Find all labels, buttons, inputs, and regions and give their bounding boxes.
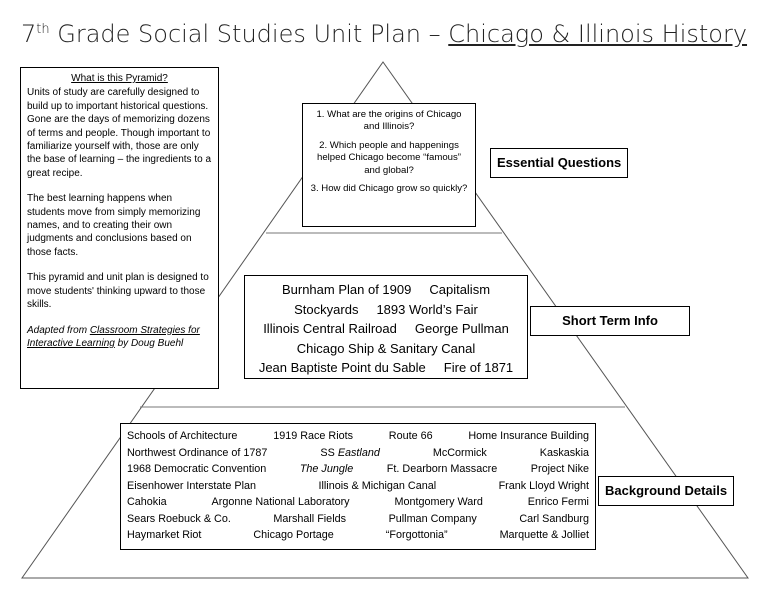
short-term-item: Chicago Ship & Sanitary Canal xyxy=(296,340,476,356)
short-term-row xyxy=(249,280,523,300)
short-term-item: Fire of 1871 xyxy=(443,360,514,375)
question-item: 1. What are the origins of Chicago and Illinois? xyxy=(316,109,462,133)
background-row xyxy=(127,445,589,462)
background-item: SS Eastland xyxy=(320,446,380,459)
background-row xyxy=(127,461,589,478)
short-term-row xyxy=(249,358,523,378)
short-term-item: Jean Baptiste Point du Sable xyxy=(258,360,426,375)
pyramid-info-box xyxy=(20,67,219,389)
background-details-box xyxy=(120,423,596,550)
background-item: Montgomery Ward xyxy=(394,496,483,508)
background-item: Marquette & Jolliet xyxy=(499,529,589,541)
background-item: Home Insurance Building xyxy=(468,430,589,442)
background-item: Haymarket Riot xyxy=(127,529,202,541)
short-term-item: Capitalism xyxy=(429,282,491,297)
info-paragraph: This pyramid and unit plan is designed to move students' thinking upward to those skills. xyxy=(27,272,209,311)
background-item: Kaskaskia xyxy=(539,446,589,459)
info-source: Adapted from Classroom Strategies for Interactive Learning by Doug Buehl xyxy=(27,324,200,349)
background-item: Marshall Fields xyxy=(273,512,346,525)
short-term-item: George Pullman xyxy=(414,321,509,336)
short-term-item: Burnham Plan of 1909 xyxy=(281,282,412,297)
background-item: “Forgottonia” xyxy=(385,529,448,541)
info-heading: What is this Pyramid? xyxy=(71,73,168,84)
short-term-row xyxy=(249,300,523,320)
background-item: Carl Sandburg xyxy=(519,512,589,525)
background-item: Northwest Ordinance of 1787 xyxy=(127,446,268,459)
short-term-item: Illinois Central Railroad xyxy=(263,321,397,336)
background-item: Frank Lloyd Wright xyxy=(498,479,589,492)
short-term-row xyxy=(249,319,523,339)
background-row xyxy=(127,511,589,528)
background-item: Project Nike xyxy=(530,463,589,475)
short-term-row xyxy=(249,339,523,359)
background-row xyxy=(127,428,589,445)
short-term-info-label: Short Term Info xyxy=(530,306,690,336)
background-item: Enrico Fermi xyxy=(527,496,589,508)
short-term-info-box xyxy=(244,275,528,379)
background-item: Illinois & Michigan Canal xyxy=(318,479,437,492)
background-item: Sears Roebuck & Co. xyxy=(127,512,231,525)
background-item: McCormick xyxy=(432,446,487,459)
background-item: Schools of Architecture xyxy=(127,430,238,442)
background-item: Eisenhower Interstate Plan xyxy=(127,479,257,492)
background-item: 1919 Race Riots xyxy=(273,430,354,442)
background-item: Cahokia xyxy=(127,496,167,508)
info-paragraph: Units of study are carefully designed to build up to important historical questions. Gone are the days of memorizing dozens of terms and people. Though important to familiarize yourself with, those are only the base of learning – the ingredients to a great recipe. xyxy=(27,87,212,179)
short-term-item: Stockyards xyxy=(294,301,359,317)
background-details-label: Background Details xyxy=(598,476,734,506)
info-paragraph: The best learning happens when students move from simply memorizing names, and to creating their own judgments and conclusions based on those facts. xyxy=(27,193,201,258)
background-item: Argonne National Laboratory xyxy=(211,496,350,508)
background-row xyxy=(127,494,589,511)
question-item: 3. How did Chicago grow so quickly? xyxy=(310,183,468,195)
background-item: Route 66 xyxy=(388,430,433,442)
essential-questions-label: Essential Questions xyxy=(490,148,628,178)
background-item: Pullman Company xyxy=(388,512,477,525)
essential-questions-box xyxy=(302,103,476,227)
background-item: Chicago Portage xyxy=(253,529,334,541)
background-item: The Jungle xyxy=(299,463,354,475)
title-topic: Chicago & Illinois History xyxy=(448,20,748,48)
question-item: 2. Which people and happenings helped Chicago become “famous” and global? xyxy=(317,139,461,176)
background-item: Ft. Dearborn Massacre xyxy=(386,463,498,475)
background-item: 1968 Democratic Convention xyxy=(127,463,267,475)
page-title: 7th Grade Social Studies Unit Plan – Chicago & Illinois History xyxy=(20,20,748,48)
background-row xyxy=(127,478,589,495)
short-term-item: 1893 World’s Fair xyxy=(376,301,478,317)
background-row xyxy=(127,527,589,544)
